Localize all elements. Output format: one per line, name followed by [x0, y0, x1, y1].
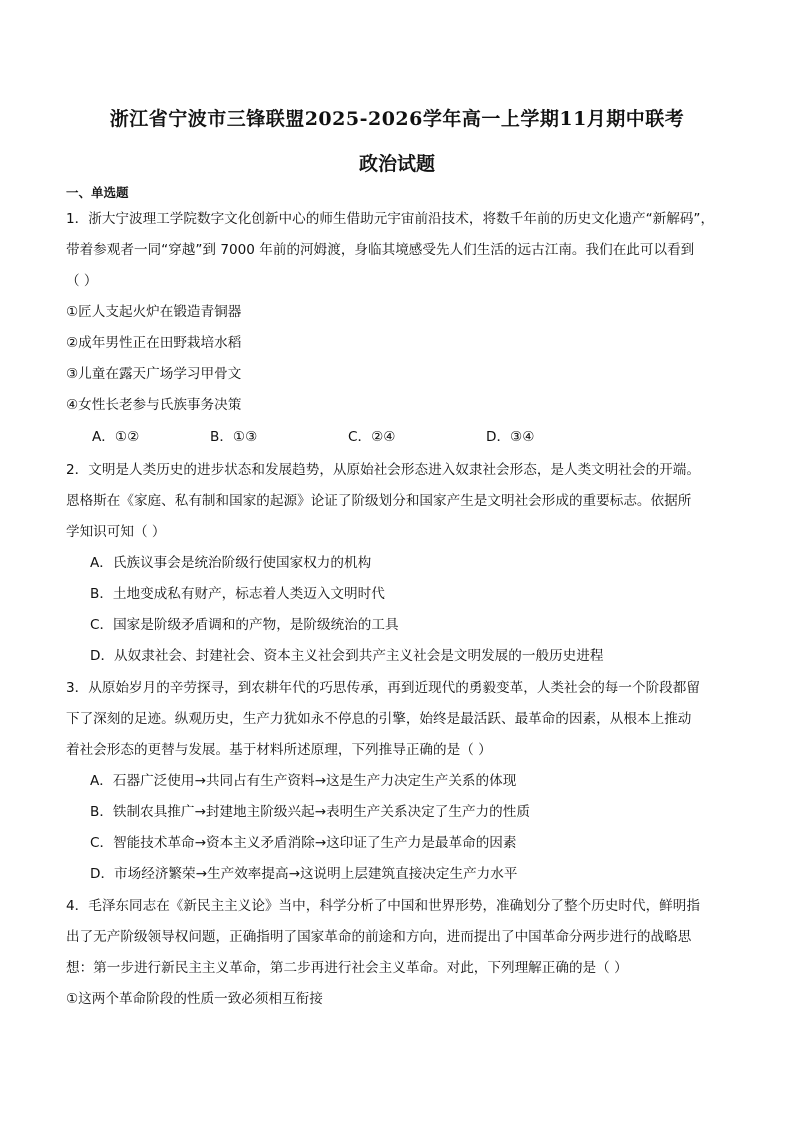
- q1-item: ④女性长老参与氏族事务决策: [66, 397, 242, 413]
- q2-stem-line: 恩格斯在《家庭、私有制和国家的起源》论证了阶级划分和国家产生是文明社会形成的重要标志。依据所: [66, 493, 692, 509]
- q2-stem-line: 2．文明是人类历史的进步状态和发展趋势，从原始社会形态进入奴隶社会形态，是人类文明社会的开端。: [66, 462, 700, 478]
- q2-stem-line: 学知识可知（ ）: [66, 524, 166, 540]
- q1-choice-a: A．①②: [92, 429, 140, 445]
- q3-option-a: A．石器广泛使用→共同占有生产资料→这是生产力决定生产关系的体现: [90, 773, 517, 789]
- q3-option-b: B．铁制农具推广→封建地主阶级兴起→表明生产关系决定了生产力的性质: [90, 804, 530, 820]
- q1-item: ③儿童在露天广场学习甲骨文: [66, 366, 242, 382]
- q1-stem-line: 带着参观者一同“穿越”到 7000 年前的河姆渡，身临其境感受先人们生活的远古江南。我们在此可以看到: [66, 242, 695, 258]
- q1-choice-d: D．③④: [486, 429, 535, 445]
- q1-choice-b: B．①③: [210, 429, 258, 445]
- q1-item: ①匠人支起火炉在锻造青铜器: [66, 304, 242, 320]
- q3-option-d: D．市场经济繁荣→生产效率提高→这说明上层建筑直接决定生产力水平: [90, 866, 518, 882]
- q3-option-c: C．智能技术革命→资本主义矛盾消除→这印证了生产力是最革命的因素: [90, 835, 517, 851]
- q1-stem-line: （ ）: [66, 273, 98, 289]
- q4-stem-line: 想：第一步进行新民主主义革命，第二步再进行社会主义革命。对此，下列理解正确的是（ ）: [66, 960, 628, 976]
- q1-item: ②成年男性正在田野栽培水稻: [66, 335, 242, 351]
- section-heading: 一、单选题: [66, 185, 129, 200]
- q1-choice-c: C．②④: [348, 429, 396, 445]
- q2-option-a: A．氏族议事会是统治阶级行使国家权力的机构: [90, 555, 372, 571]
- q2-option-d: D．从奴隶社会、封建社会、资本主义社会到共产主义社会是文明发展的一般历史进程: [90, 648, 604, 664]
- q4-stem-line: 4．毛泽东同志在《新民主主义论》当中，科学分析了中国和世界形势，准确划分了整个历史时代，鲜明指: [66, 898, 700, 914]
- document-title: 浙江省宁波市三锋联盟2025-2026学年高一上学期11月期中联考: [109, 108, 685, 130]
- q4-item: ①这两个革命阶段的性质一致必须相互衔接: [66, 991, 323, 1007]
- document-subtitle: 政治试题: [358, 153, 435, 175]
- q3-stem-line: 下了深刻的足迹。纵观历史，生产力犹如永不停息的引擎，始终是最活跃、最革命的因素，从根本上推动: [66, 711, 692, 727]
- q3-stem-line: 着社会形态的更替与发展。基于材料所述原理，下列推导正确的是（ ）: [66, 742, 492, 758]
- q1-stem-line: 1．浙大宁波理工学院数字文化创新中心的师生借助元宇宙前沿技术，将数千年前的历史文化遗产“新解码”，: [66, 211, 715, 227]
- q2-option-b: B．土地变成私有财产，标志着人类迈入文明时代: [90, 586, 385, 602]
- q2-option-c: C．国家是阶级矛盾调和的产物，是阶级统治的工具: [90, 617, 399, 633]
- q4-stem-line: 出了无产阶级领导权问题，正确指明了国家革命的前途和方向，进而提出了中国革命分两步进行的战略思: [66, 929, 692, 945]
- q3-stem-line: 3．从原始岁月的辛劳探寻，到农耕年代的巧思传承，再到近现代的勇毅变革，人类社会的每一个阶段都留: [66, 680, 700, 696]
